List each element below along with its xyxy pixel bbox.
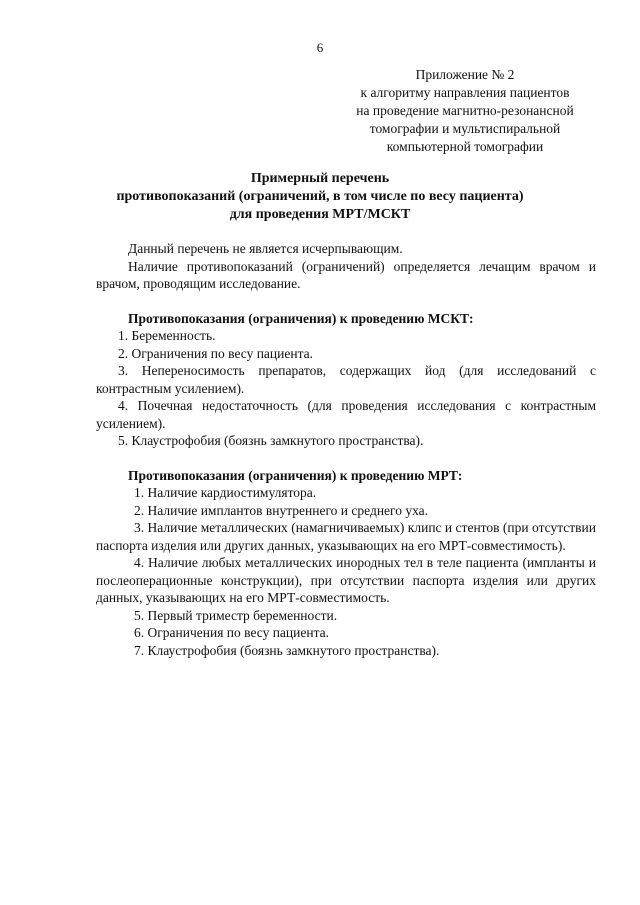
mri-heading: Противопоказания (ограничения) к проведению МРТ:	[128, 467, 463, 483]
title-line: Примерный перечень	[250, 171, 390, 186]
list-item: 7. Клаустрофобия (боязнь замкнутого пространства).	[134, 642, 440, 658]
list-item: 4. Почечная недостаточность (для проведения исследования с контрастным усилением).	[96, 398, 596, 431]
appendix-line: к алгоритму направления пациентов	[360, 85, 570, 100]
list-item: 3. Наличие металлических (намагничиваемых) клипс и стентов (при отсутствии паспорта изделия или других данных, указывающих на его МРТ-совместимость).	[96, 520, 596, 553]
appendix-header	[330, 66, 600, 156]
list-item: 5. Первый триместр беременности.	[134, 607, 338, 623]
list-item: 1. Наличие кардиостимулятора.	[134, 485, 317, 500]
title-line: для проведения МРТ/МСКТ	[229, 207, 411, 222]
appendix-line: Приложение № 2	[415, 67, 515, 82]
list-item: 2. Ограничения по весу пациента.	[118, 345, 314, 361]
appendix-line: компьютерной томографии	[386, 139, 544, 154]
list-item: 6. Ограничения по весу пациента.	[134, 625, 330, 640]
intro-paragraph: Наличие противопоказаний (ограничений) определяется лечащим врачом и врачом, проводящим исследование.	[96, 258, 596, 291]
list-item: 5. Клаустрофобия (боязнь замкнутого пространства).	[118, 433, 424, 448]
intro-paragraph: Данный перечень не является исчерпывающим.	[128, 241, 403, 256]
page-number: 6	[316, 40, 324, 55]
document-title	[90, 170, 550, 224]
list-item: 2. Наличие имплантов внутреннего и среднего уха.	[134, 502, 429, 518]
appendix-line: на проведение магнитно-резонансной	[356, 103, 574, 118]
title-line: противопоказаний (ограничений, в том числе по весу пациента)	[116, 189, 524, 204]
list-item: 4. Наличие любых металлических инородных тел в теле пациента (импланты и послеоперационные конструкции), при отсутствии паспорта изделия или других данных, указывающих на его МРТ-совместимость.	[96, 555, 596, 605]
document-body	[96, 240, 596, 659]
msct-heading: Противопоказания (ограничения) к проведению МСКТ:	[128, 310, 474, 326]
list-item: 1. Беременность.	[118, 328, 216, 343]
appendix-line: томографии и мультиспиральной	[369, 121, 561, 136]
list-item: 3. Непереносимость препаратов, содержащих йод (для исследований с контрастным усилением).	[96, 363, 596, 396]
